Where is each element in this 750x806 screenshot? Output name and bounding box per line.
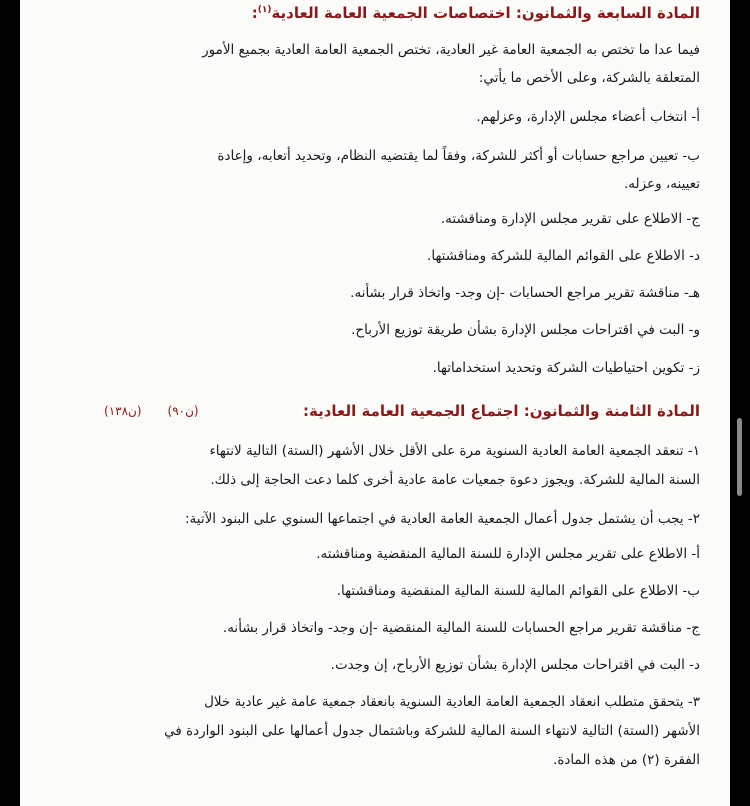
- article-88-p2-item-a: أ- الاطلاع على تقرير مجلس الإدارة للسنة المالية المنقضية ومناقشته.: [316, 546, 700, 562]
- vertical-scrollbar[interactable]: [737, 418, 742, 496]
- article-88-references: [78, 404, 199, 418]
- article-88-p3-line1: ٣- يتحقق متطلب انعقاد الجمعية العامة العادية السنوية بانعقاد جمعية عامة غير عادية خلال: [204, 694, 700, 710]
- article-87-item-b-line2: تعيينه، وعزله.: [623, 176, 700, 192]
- article-87-item-f: و- البت في اقتراحات مجلس الإدارة بشأن طريقة توزيع الأرباح.: [351, 322, 700, 338]
- article-88-p1-line2: السنة المالية للشركة. ويجوز دعوة جمعيات عامة عادية أخرى كلما دعت الحاجة إلى ذلك.: [210, 472, 700, 488]
- article-87-item-d: د- الاطلاع على القوائم المالية للشركة ومناقشتها.: [427, 248, 700, 264]
- article-88-p1-line1: ١- تنعقد الجمعية العامة العادية السنوية مرة على الأقل خلال الأشهر (الستة) التالية لانتهاء: [209, 443, 700, 459]
- article-87-intro-line2: المتعلقة بالشركة، وعلى الأخص ما يأتي:: [478, 70, 700, 86]
- cross-reference-90[interactable]: (ن٩٠): [167, 404, 199, 418]
- article-87-heading: [78, 4, 700, 22]
- article-88-p2-item-c: ج- مناقشة تقرير مراجع الحسابات للسنة المالية المنقضية -إن وجد- واتخاذ قرار بشأنه.: [222, 620, 700, 636]
- article-87-item-b-line1: ب- تعيين مراجع حسابات أو أكثر للشركة، وفقاً لما يقتضيه النظام، وتحديد أتعابه، وإعادة: [217, 148, 700, 164]
- article-88-p3-line3: الفقرة (٢) من هذه المادة.: [553, 752, 700, 768]
- article-87-item-a: أ- انتخاب أعضاء مجلس الإدارة، وعزلهم.: [476, 109, 700, 125]
- cross-reference-138[interactable]: (ن١٣٨): [104, 404, 142, 418]
- document-page: [20, 0, 730, 806]
- article-88-heading: المادة الثامنة والثمانون: اجتماع الجمعية العامة العادية:: [302, 402, 700, 420]
- heading-colon: :: [251, 4, 258, 22]
- article-88-p3-line2: الأشهر (الستة) التالية لانتهاء السنة المالية للشركة وباشتمال جدول أعمالها على البنود الواردة في: [164, 723, 700, 739]
- article-87-intro-line1: فيما عدا ما تختص به الجمعية العامة غير العادية، تختص الجمعية العامة العادية بجميع الأمور: [202, 42, 700, 58]
- article-88-p2: ٢- يجب أن يشتمل جدول أعمال الجمعية العامة العادية في اجتماعها السنوي على البنود الآتية:: [184, 511, 700, 527]
- article-87-item-g: ز- تكوين احتياطيات الشركة وتحديد استخداماتها.: [432, 360, 700, 376]
- article-87-title: المادة السابعة والثمانون: اختصاصات الجمعية العامة العادية: [271, 4, 700, 22]
- footnote-marker[interactable]: (١): [257, 5, 272, 15]
- article-87-item-c: ج- الاطلاع على تقرير مجلس الإدارة ومناقشته.: [440, 211, 700, 227]
- article-88-p2-item-b: ب- الاطلاع على القوائم المالية للسنة المالية المنقضية ومناقشتها.: [336, 583, 700, 599]
- article-88-p2-item-d: د- البت في اقتراحات مجلس الإدارة بشأن توزيع الأرباح، إن وجدت.: [330, 657, 700, 673]
- article-87-item-e: هـ- مناقشة تقرير مراجع الحسابات -إن وجد- واتخاذ قرار بشأنه.: [350, 285, 700, 301]
